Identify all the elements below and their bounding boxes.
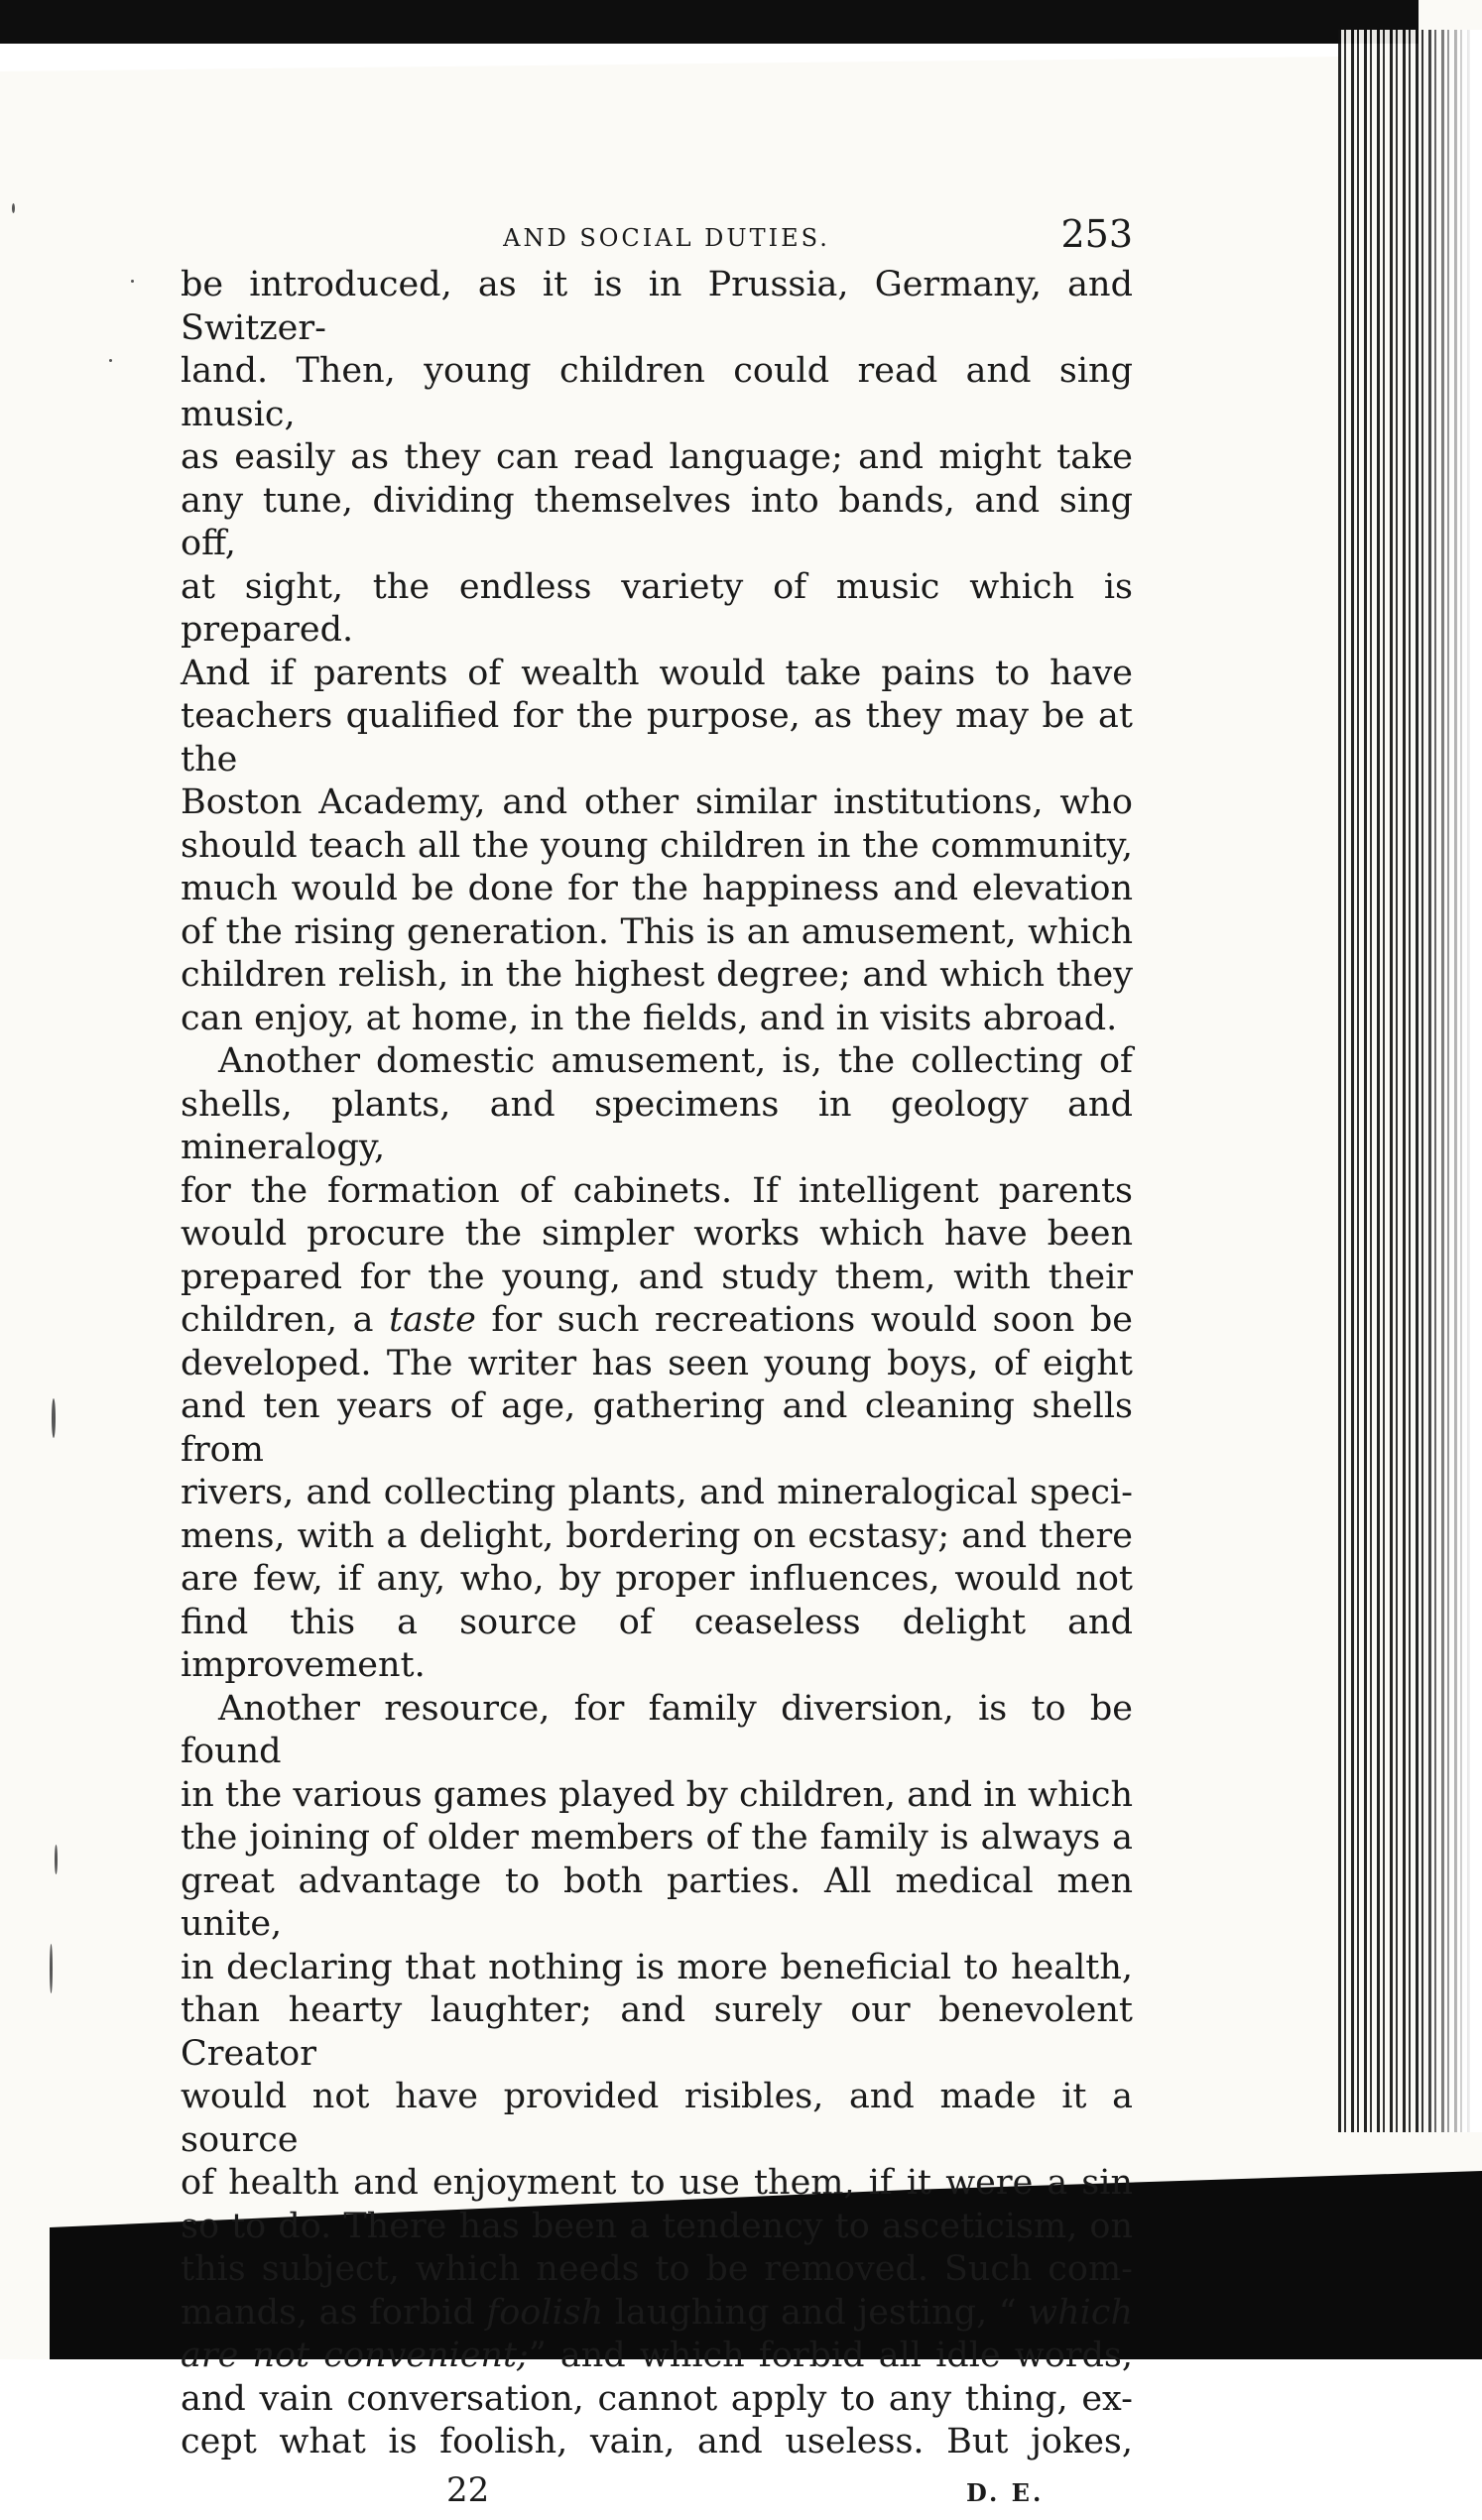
text-line: any tune, dividing themselves into bands, and sing off, <box>181 480 1133 563</box>
text-line: mens, with a delight, bordering on ecstasy; and there <box>181 1515 1133 1556</box>
text-line: be introduced, as it is in Prussia, Germany, and Switzer- <box>181 265 1133 348</box>
text-line <box>181 2292 1133 2336</box>
text-line: teachers qualified for the purpose, as they may be at the <box>181 696 1133 780</box>
italic-word: which <box>1028 2292 1133 2333</box>
page-content <box>181 208 1133 2520</box>
text-line: would procure the simpler works which have been <box>181 1214 1133 1254</box>
text-line: of the rising generation. This is an amusement, which <box>181 911 1133 952</box>
text-run: for such recreations would soon be <box>475 1300 1133 1340</box>
text-line: much would be done for the happiness and elevation <box>181 869 1133 908</box>
gutter-speck <box>12 203 15 213</box>
text-run: mands, as forbid <box>181 2292 487 2333</box>
text-line: Another resource, for family diversion, is to be found <box>181 1688 1133 1771</box>
text-line: than hearty laughter; and surely our benevolent Creator <box>181 1990 1133 2074</box>
signature-mark: 22 <box>446 2469 490 2510</box>
paragraph-2 <box>181 1040 1133 1688</box>
running-head <box>181 208 1133 264</box>
italic-word: foolish <box>486 2292 604 2333</box>
text-line: shells, plants, and specimens in geology and mineralogy, <box>181 1084 1133 1167</box>
text-line: as easily as they can read language; and might take <box>181 437 1133 477</box>
text-run: ” and which forbid all idle words, <box>528 2336 1133 2375</box>
text-line: cept what is foolish, vain, and useless. But jokes, <box>181 2422 1133 2461</box>
text-line <box>181 2335 1133 2378</box>
gutter-speck <box>50 1944 53 1993</box>
text-line: this subject, which needs to be removed. Such com- <box>181 2249 1133 2289</box>
text-line: land. Then, young children could read and sing music, <box>181 351 1133 434</box>
text-line: Another domestic amusement, is, the collecting of <box>218 1041 1133 1081</box>
running-title: AND SOCIAL DUTIES. <box>503 224 830 252</box>
gutter-speck <box>109 359 112 362</box>
text-line: can enjoy, at home, in the fields, and in visits abroad. <box>181 998 1118 1038</box>
text-line: developed. The writer has seen young boys, of eight <box>181 1343 1133 1383</box>
italic-phrase: are not convenient; <box>181 2336 529 2375</box>
binding-shadow-top <box>0 0 1419 71</box>
body-text <box>181 264 1133 2464</box>
page-edges-fade <box>1422 30 1482 2132</box>
page-number: 253 <box>1060 212 1133 256</box>
italic-word: taste <box>389 1300 476 1340</box>
paragraph-1 <box>181 264 1133 1040</box>
text-line: are few, if any, who, by proper influences, would not <box>181 1559 1133 1599</box>
paragraph-3 <box>181 1688 1133 2464</box>
text-run: laughing and jesting, “ <box>603 2292 1029 2333</box>
catchword: D. E. <box>966 2477 1045 2507</box>
text-line: and ten years of age, gathering and cleaning shells from <box>181 1386 1133 1470</box>
text-line: find this a source of ceaseless delight and improvement. <box>181 1602 1133 1685</box>
text-run: children, a <box>181 1300 390 1340</box>
text-line: rivers, and collecting plants, and mineralogical speci- <box>181 1473 1133 1512</box>
text-line: should teach all the young children in the community, <box>181 825 1133 866</box>
text-line: at sight, the endless variety of music which is prepared. <box>181 566 1133 650</box>
text-line: of health and enjoyment to use them, if it were a sin <box>181 2163 1133 2203</box>
text-line: so to do. There has been a tendency to asceticism, on <box>181 2206 1133 2246</box>
text-line: in declaring that nothing is more beneficial to health, <box>181 1947 1133 1987</box>
gutter-speck <box>52 1398 56 1438</box>
text-line: for the formation of cabinets. If intelligent parents <box>181 1170 1133 1211</box>
text-line: children relish, in the highest degree; and which they <box>181 955 1133 995</box>
text-line <box>181 1299 1133 1343</box>
text-line: great advantage to both parties. All medical men unite, <box>181 1860 1133 1944</box>
text-line: Boston Academy, and other similar institutions, who <box>181 782 1133 822</box>
gutter-speck <box>55 1845 58 1874</box>
text-line: in the various games played by children, and in which <box>181 1774 1133 1815</box>
text-line: the joining of older members of the family is always a <box>181 1818 1133 1858</box>
text-line: prepared for the young, and study them, with their <box>181 1257 1133 1297</box>
gutter-speck <box>131 280 134 283</box>
text-line: would not have provided risibles, and made it a source <box>181 2077 1133 2160</box>
page-footer <box>181 2470 1133 2520</box>
text-line: And if parents of wealth would take pains to have <box>181 653 1133 693</box>
text-line: and vain conversation, cannot apply to any thing, ex- <box>181 2378 1133 2419</box>
